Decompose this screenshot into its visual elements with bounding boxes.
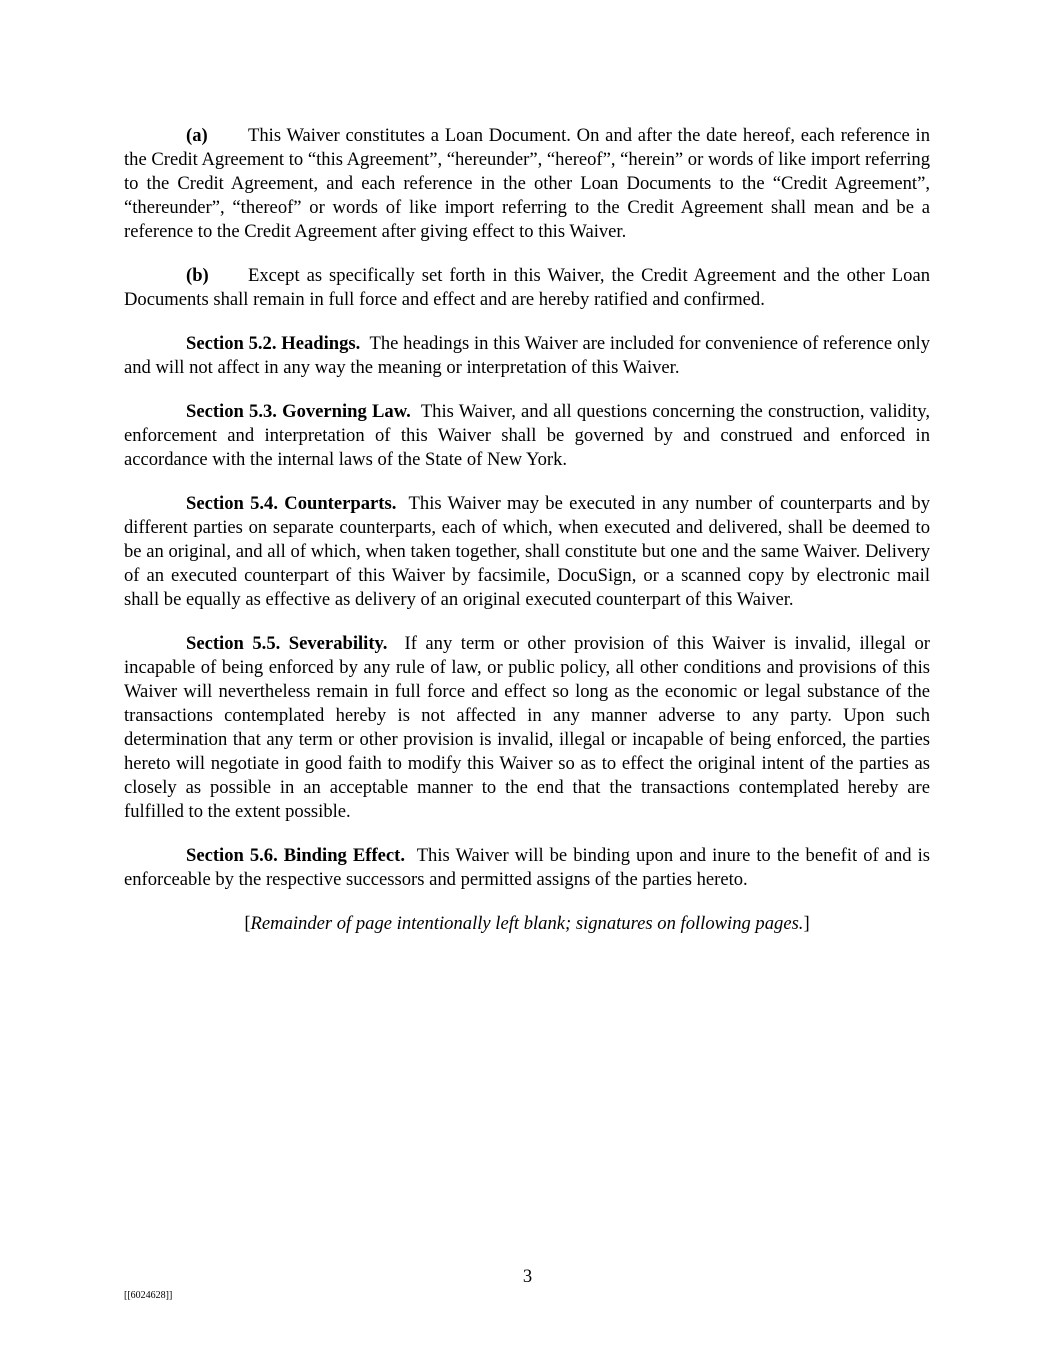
paragraph-a bbox=[124, 124, 930, 244]
section-5-2 bbox=[124, 332, 930, 380]
section-heading: Section 5.5. Severability. bbox=[186, 633, 388, 654]
section-heading: Section 5.2. Headings. bbox=[186, 333, 361, 354]
section-5-6 bbox=[124, 844, 930, 892]
paragraph-text: Except as specifically set forth in this Waiver, the Credit Agreement and the other Loan Documents shall remain in full force and effect and are hereby ratified and confirmed. bbox=[124, 265, 930, 310]
section-5-3 bbox=[124, 400, 930, 472]
paragraph-text: This Waiver constitutes a Loan Document. On and after the date hereof, each reference in the Credit Agreement to “this Agreement”, “hereunder”, “hereof”, “herein” or words of like import referring to the Credit Agreement, and each reference in the other Loan Documents to the “Credit Agreement”, “thereunder”, “thereof” or words of like import referring to the Credit Agreement shall mean and be a reference to the Credit Agreement after giving effect to this Waiver. bbox=[124, 125, 930, 242]
document-body bbox=[124, 124, 930, 956]
bracket-close: ] bbox=[803, 913, 810, 934]
section-5-5 bbox=[124, 632, 930, 824]
paragraph-b bbox=[124, 264, 930, 312]
section-text: This Waiver will be binding upon and inure to the benefit of and is enforceable by the respective successors and permitted assigns of the parties hereto. bbox=[124, 845, 930, 890]
document-id: [[6024628]] bbox=[124, 1290, 173, 1301]
section-text: This Waiver, and all questions concerning the construction, validity, enforcement and interpretation of this Waiver shall be governed by and construed and enforced in accordance with the internal laws of the State of New York. bbox=[124, 401, 930, 470]
section-5-4 bbox=[124, 492, 930, 612]
section-text: This Waiver may be executed in any number of counterparts and by different parties on separate counterparts, each of which, when executed and delivered, shall be deemed to be an original, and all of which, when taken together, shall constitute but one and the same Waiver. Delivery of an executed counterpart of this Waiver by facsimile, DocuSign, or a scanned copy by electronic mail shall be equally as effective as delivery of an original executed counterpart of this Waiver. bbox=[124, 493, 930, 610]
section-heading: Section 5.6. Binding Effect. bbox=[186, 845, 405, 866]
bracket-open: [ bbox=[244, 913, 251, 934]
section-text: The headings in this Waiver are included for convenience of reference only and will not affect in any way the meaning or interpretation of this Waiver. bbox=[124, 333, 930, 378]
section-heading: Section 5.4. Counterparts. bbox=[186, 493, 397, 514]
page-number: 3 bbox=[522, 1266, 533, 1287]
paragraph-label: (a) bbox=[186, 125, 208, 146]
section-heading: Section 5.3. Governing Law. bbox=[186, 401, 411, 422]
closing-note-text: Remainder of page intentionally left blank; signatures on following pages. bbox=[250, 913, 804, 934]
paragraph-label: (b) bbox=[186, 265, 209, 286]
section-text: If any term or other provision of this Waiver is invalid, illegal or incapable of being enforced by any rule of law, or public policy, all other conditions and provisions of this Waiver will nevertheless remain in full force and effect so long as the economic or legal substance of the transactions contemplated hereby is not affected in any manner adverse to any party. Upon such determination that any term or other provision is invalid, illegal or incapable of being enforced, the parties hereto will negotiate in good faith to modify this Waiver so as to effect the original intent of the parties as closely as possible in an acceptable manner to the end that the transactions contemplated hereby are fulfilled to the extent possible. bbox=[124, 633, 930, 822]
closing-note bbox=[124, 912, 930, 936]
